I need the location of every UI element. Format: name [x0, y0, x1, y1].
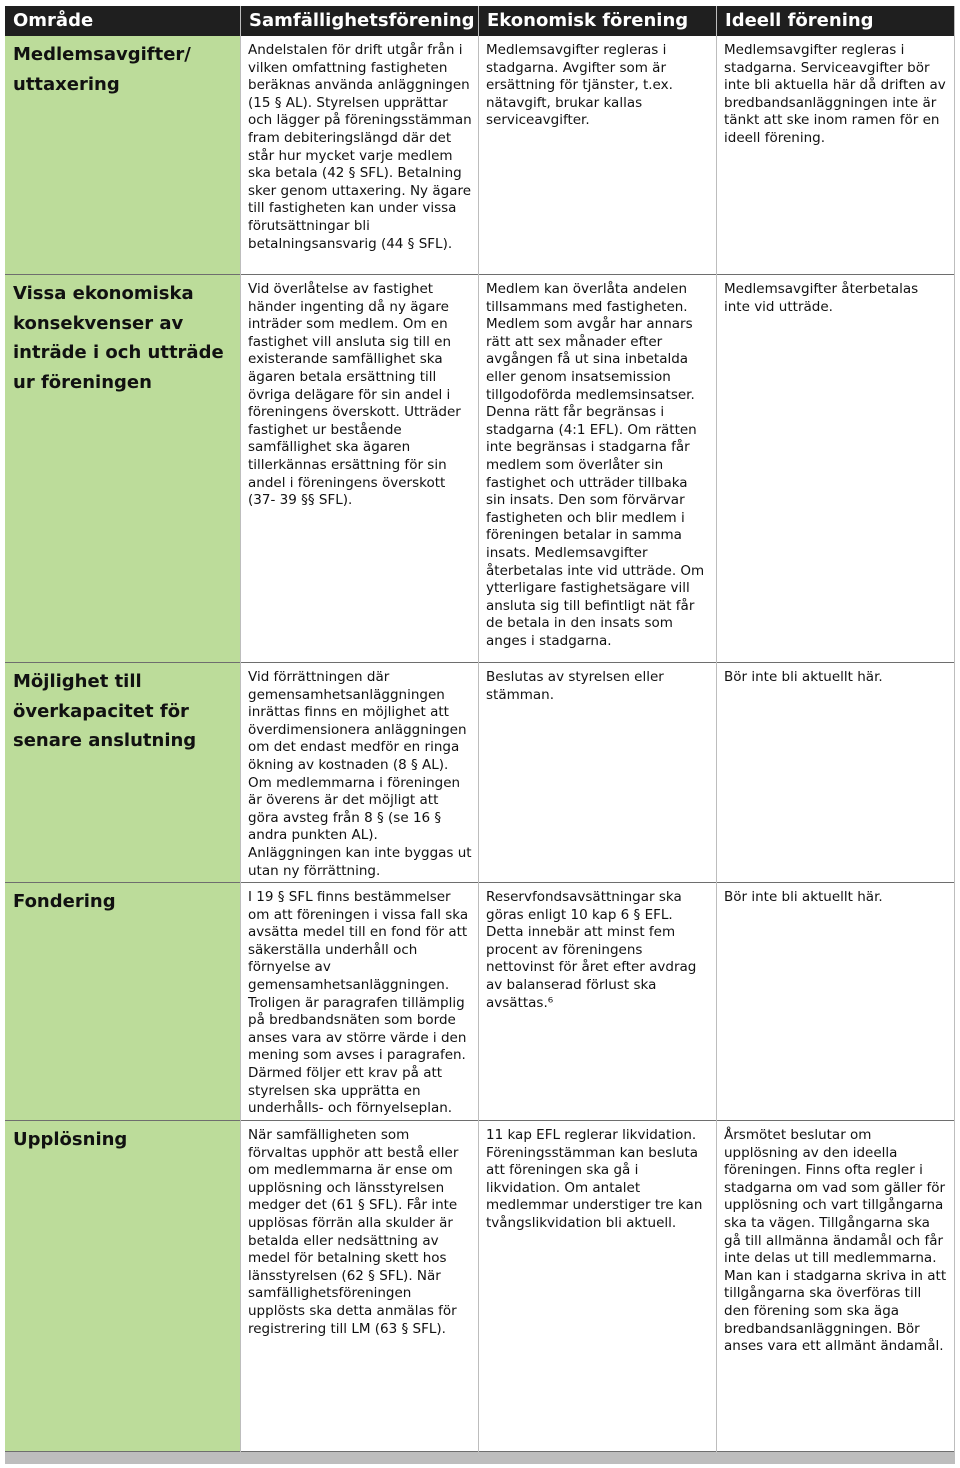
row-cell-ekon: 11 kap EFL reglerar likvidation. Föreningsstämman kan besluta att föreningen ska gå i likvidation. Om antalet medlemmar understiger tre kan tvångslikvidation bli aktuell.	[479, 1121, 716, 1452]
row-cell-ekon: Medlemsavgifter regleras i stadgarna. Avgifter som är ersättning för tjänster, t.ex. nätavgift, brukar kallas serviceavgifter.	[479, 36, 716, 275]
row-area-label: Medlemsavgifter/ uttaxering	[5, 36, 240, 275]
row-cell-ideell: Medlemsavgifter återbetalas inte vid utträde.	[717, 275, 954, 663]
row-cell-ideell: Bör inte bli aktuellt här.	[717, 883, 954, 1121]
row-cell-ekon: Medlem kan överlåta andelen tillsammans med fastigheten. Medlem som avgår har annars rätt att sex månader efter avgången få ut sina inbetalda eller genom insatsemission tillgodoförda medlemsinsatser. Denna rätt får begränsas i stadgarna (4:1 EFL). Om rätten inte begränsas i stadgarna får medlem som överlåter sin fastighet och utträder tillbaka sin insats. Den som förvärvar fastigheten och blir medlem i föreningen betalar in samma insats. Medlemsavgifter återbetalas inte vid utträde. Om ytterligare fastighetsägare vill ansluta sig till befintligt nät får de betala in den insats som anges i stadgarna.	[479, 275, 716, 663]
row-cell-ideell: Medlemsavgifter regleras i stadgarna. Serviceavgifter bör inte bli aktuella här då driften av bredbandsanläggningen inte är tänkt att ske inom ramen för en ideell förening.	[717, 36, 954, 275]
row-area-label: Möjlighet till överkapacitet för senare anslutning	[5, 663, 240, 883]
row-area-label: Vissa ekonomiska konsekvenser av inträde i och utträde ur föreningen	[5, 275, 240, 663]
row-cell-ekon: Reservfondsavsättningar ska göras enligt 10 kap 6 § EFL. Detta innebär att minst fem procent av föreningens nettovinst för året efter avdrag av balanserad förlust ska avsättas.⁶	[479, 883, 716, 1121]
row-area-label: Fondering	[5, 883, 240, 1121]
row-cell-samf: Vid överlåtelse av fastighet händer ingenting då ny ägare inträder som medlem. Om en fastighet vill ansluta sig till en existerande samfällighet ska ägaren betala ersättning till övriga delägare för sin andel i föreningens överskott. Utträder fastighet ur bestående samfällighet ska ägaren tillerkännas ersättning för sin andel i föreningens överskott (37- 39 §§ SFL).	[241, 275, 478, 663]
header-samfallighetsforening: Samfällighetsförening	[241, 6, 478, 36]
comparison-table	[5, 6, 955, 1464]
header-ideell-forening: Ideell förening	[717, 6, 954, 36]
row-cell-ideell: Årsmötet beslutar om upplösning av den ideella föreningen. Finns ofta regler i stadgarna om vad som gäller för upplösning och vart tillgångarna ska ta vägen. Tillgångarna ska gå till allmänna ändamål och får inte delas ut till medlemmarna. Man kan i stadgarna skriva in att tillgångarna ska överföras till den förening som ska äga bredbandsanläggningen. Bör anses vara ett allmänt ändamål.	[717, 1121, 954, 1452]
row-cell-samf: I 19 § SFL finns bestämmelser om att föreningen i vissa fall ska avsätta medel till en fond för att säkerställa underhåll och förnyelse av gemensamhetsanläggningen. Troligen är paragrafen tillämplig på bredbandsnäten som borde anses vara av större värde i den mening som avses i paragrafen. Därmed följer ett krav på att styrelsen ska upprätta en underhålls- och förnyelseplan.	[241, 883, 478, 1121]
row-cell-samf: När samfälligheten som förvaltas upphör att bestå eller om medlemmarna är ense om upplösning och länsstyrelsen medger det (61 § SFL). Får inte upplösas förrän alla skulder är betalda eller nedsättning av medel för betalning skett hos länsstyrelsen (62 § SFL). När samfällighetsföreningen upplösts ska detta anmälas för registrering till LM (63 § SFL).	[241, 1121, 478, 1452]
row-area-label: Upplösning	[5, 1121, 240, 1452]
row-cell-samf: Vid förrättningen där gemensamhetsanläggningen inrättas finns en möjlighet att överdimensionera anläggningen om det endast medför en ringa ökning av kostnaden (8 § AL). Om medlemmarna i föreningen är överens är det möjligt att göra avsteg från 8 § (se 16 § andra punkten AL). Anläggningen kan inte byggas ut utan ny förrättning.	[241, 663, 478, 883]
row-cell-samf: Andelstalen för drift utgår från i vilken omfattning fastigheten beräknas använda anläggningen (15 § AL). Styrelsen upprättar och lägger på föreningsstämman fram debiteringslängd där det står hur mycket varje medlem ska betala (42 § SFL). Betalning sker genom uttaxering. Ny ägare till fastigheten kan under vissa förutsättningar bli betalningsansvarig (44 § SFL).	[241, 36, 478, 275]
row-cell-ideell: Bör inte bli aktuellt här.	[717, 663, 954, 883]
header-omrade: Område	[5, 6, 240, 36]
header-ekonomisk-forening: Ekonomisk förening	[479, 6, 716, 36]
row-cell-ekon: Beslutas av styrelsen eller stämman.	[479, 663, 716, 883]
